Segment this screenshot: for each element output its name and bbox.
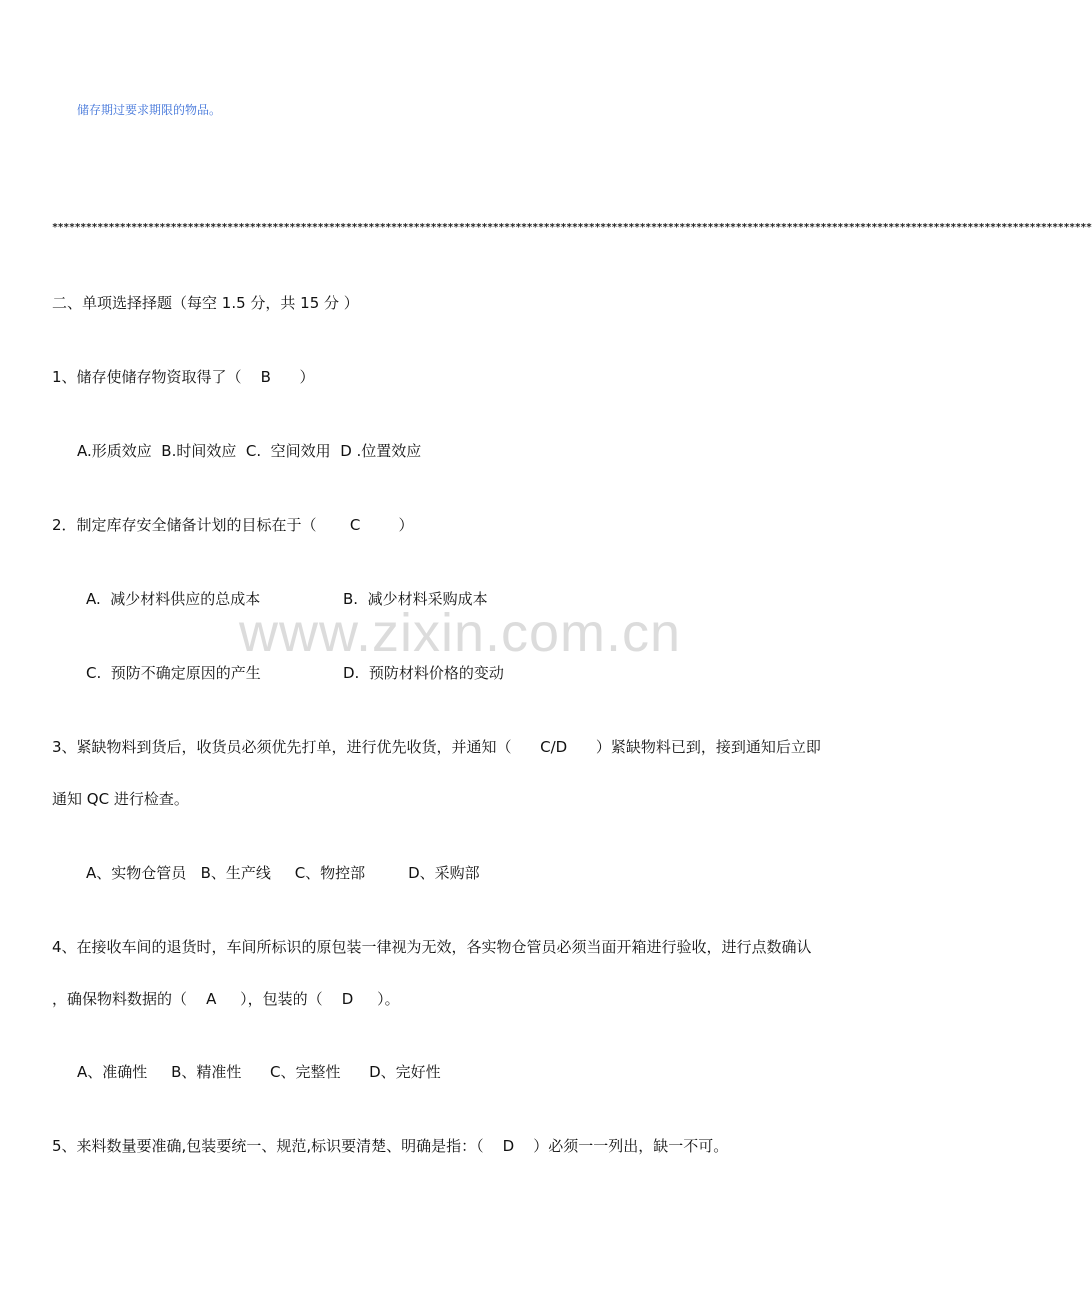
top-note: 储存期过要求期限的物品。 <box>77 103 222 117</box>
question-2-option-d: D. 预防材料价格的变动 <box>343 664 504 682</box>
section-title: 二、单项选择择题（每空 1.5 分，共 15 分 ） <box>52 294 359 312</box>
question-2-option-b: B. 减少材料采购成本 <box>343 590 488 608</box>
question-4-line-1: 4、在接收车间的退货时，车间所标识的原包装一律视为无效，各实物仓管员必须当面开箱进行验收，进行点数确认 <box>52 938 812 956</box>
question-2-option-a: A. 减少材料供应的总成本 <box>86 590 261 608</box>
question-4-line-2: ，确保物料数据的（ A ），包装的（ D ）。 <box>52 990 400 1008</box>
watermark: www.zixin.com.cn <box>238 603 682 663</box>
question-5: 5、来料数量要准确,包装要统一、规范,标识要清楚、明确是指：（ D ）必须一一列出，缺一不可。 <box>52 1137 729 1155</box>
question-2: 2．制定库存安全储备计划的目标在于（ C ） <box>52 516 414 534</box>
question-3-options: A、实物仓管员 B、生产线 C、物控部 D、采购部 <box>86 864 480 882</box>
question-1-options: A.形质效应 B.时间效应 C. 空间效用 D .位置效应 <box>77 442 422 460</box>
question-3-line-2: 通知 QC 进行检查。 <box>52 790 189 808</box>
question-4-options: A、准确性 B、精准性 C、完整性 D、完好性 <box>77 1063 441 1081</box>
question-3-line-1: 3、紧缺物料到货后，收货员必须优先打单，进行优先收货，并通知（ C/D ）紧缺物料已到，接到通知后立即 <box>52 738 821 756</box>
divider-stars: **************************************************************************************************************************************************************************************** <box>52 222 1092 233</box>
question-1: 1、储存使储存物资取得了（ B ） <box>52 368 315 386</box>
question-2-option-c: C. 预防不确定原因的产生 <box>86 664 261 682</box>
